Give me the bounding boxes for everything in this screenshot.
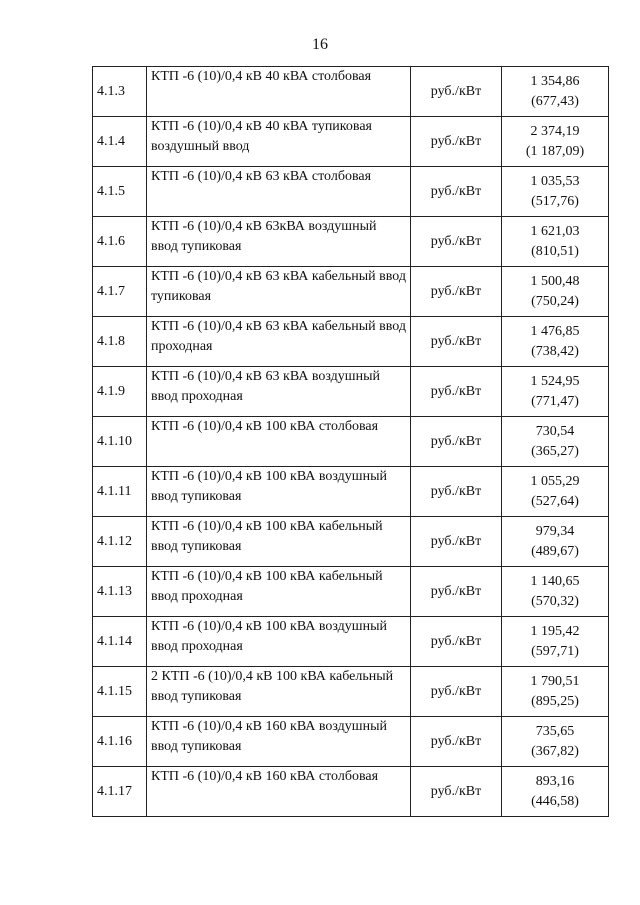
tariff-table — [92, 66, 609, 817]
item-name: КТП -6 (10)/0,4 кВ 40 кВА столбовая — [147, 67, 411, 117]
price-value-alt: (750,24) — [531, 293, 579, 309]
price-value-alt: (1 187,09) — [525, 143, 585, 159]
item-price — [502, 67, 609, 117]
item-price — [502, 417, 609, 467]
item-number: 4.1.14 — [93, 617, 147, 667]
price-value: 1 035,53 — [530, 173, 580, 189]
price-value: 1 140,65 — [530, 573, 580, 589]
item-price — [502, 517, 609, 567]
item-number: 4.1.12 — [93, 517, 147, 567]
item-price — [502, 667, 609, 717]
table-row — [93, 667, 609, 717]
item-number: 4.1.13 — [93, 567, 147, 617]
price-value: 735,65 — [535, 723, 575, 739]
table-row — [93, 617, 609, 667]
table-row — [93, 67, 609, 117]
table-row — [93, 217, 609, 267]
price-value-alt: (367,82) — [531, 743, 579, 759]
item-name: КТП -6 (10)/0,4 кВ 160 кВА столбовая — [147, 767, 411, 817]
table-row — [93, 567, 609, 617]
price-value-alt: (895,25) — [531, 693, 579, 709]
price-value: 1 621,03 — [530, 223, 580, 239]
item-unit: руб./кВт — [411, 617, 502, 667]
item-number: 4.1.9 — [93, 367, 147, 417]
table-row — [93, 417, 609, 467]
item-unit: руб./кВт — [411, 167, 502, 217]
price-value-alt: (517,76) — [531, 193, 579, 209]
table-row — [93, 767, 609, 817]
item-unit: руб./кВт — [411, 717, 502, 767]
price-value-alt: (771,47) — [531, 393, 579, 409]
item-name: КТП -6 (10)/0,4 кВ 63 кВА кабельный ввод тупиковая — [147, 267, 411, 317]
item-name: КТП -6 (10)/0,4 кВ 100 кВА кабельный ввод тупиковая — [147, 517, 411, 567]
price-value-alt: (810,51) — [531, 243, 579, 259]
item-name: 2 КТП -6 (10)/0,4 кВ 100 кВА кабельный ввод тупиковая — [147, 667, 411, 717]
item-name: КТП -6 (10)/0,4 кВ 63кВА воздушный ввод тупиковая — [147, 217, 411, 267]
item-unit: руб./кВт — [411, 417, 502, 467]
price-value-alt: (677,43) — [531, 93, 579, 109]
item-number: 4.1.7 — [93, 267, 147, 317]
price-value-alt: (489,67) — [531, 543, 579, 559]
price-value-alt: (597,71) — [531, 643, 579, 659]
price-value: 1 195,42 — [530, 623, 580, 639]
price-value-alt: (738,42) — [531, 343, 579, 359]
item-unit: руб./кВт — [411, 517, 502, 567]
table-row — [93, 317, 609, 367]
item-price — [502, 617, 609, 667]
table-row — [93, 517, 609, 567]
item-unit: руб./кВт — [411, 217, 502, 267]
item-number: 4.1.15 — [93, 667, 147, 717]
item-name: КТП -6 (10)/0,4 кВ 63 кВА воздушный ввод проходная — [147, 367, 411, 417]
item-unit: руб./кВт — [411, 367, 502, 417]
item-number: 4.1.6 — [93, 217, 147, 267]
item-unit: руб./кВт — [411, 67, 502, 117]
price-value-alt: (446,58) — [531, 793, 579, 809]
item-number: 4.1.5 — [93, 167, 147, 217]
item-price — [502, 567, 609, 617]
item-unit: руб./кВт — [411, 767, 502, 817]
table-row — [93, 467, 609, 517]
item-price — [502, 767, 609, 817]
table-row — [93, 267, 609, 317]
item-name: КТП -6 (10)/0,4 кВ 63 кВА кабельный ввод проходная — [147, 317, 411, 367]
price-value: 1 524,95 — [530, 373, 580, 389]
item-name: КТП -6 (10)/0,4 кВ 100 кВА кабельный ввод проходная — [147, 567, 411, 617]
table-row — [93, 167, 609, 217]
price-value: 979,34 — [535, 523, 575, 539]
item-unit: руб./кВт — [411, 267, 502, 317]
item-name: КТП -6 (10)/0,4 кВ 100 кВА воздушный ввод проходная — [147, 617, 411, 667]
item-number: 4.1.4 — [93, 117, 147, 167]
item-number: 4.1.3 — [93, 67, 147, 117]
item-unit: руб./кВт — [411, 117, 502, 167]
item-price — [502, 317, 609, 367]
item-number: 4.1.8 — [93, 317, 147, 367]
price-value: 1 055,29 — [530, 473, 580, 489]
price-value: 730,54 — [535, 423, 575, 439]
item-number: 4.1.17 — [93, 767, 147, 817]
item-name: КТП -6 (10)/0,4 кВ 160 кВА воздушный ввод тупиковая — [147, 717, 411, 767]
item-price — [502, 367, 609, 417]
table-row — [93, 367, 609, 417]
item-price — [502, 467, 609, 517]
item-unit: руб./кВт — [411, 667, 502, 717]
item-price — [502, 717, 609, 767]
item-unit: руб./кВт — [411, 467, 502, 517]
price-value-alt: (527,64) — [531, 493, 579, 509]
price-value-alt: (365,27) — [531, 443, 579, 459]
item-price — [502, 217, 609, 267]
price-value: 893,16 — [535, 773, 575, 789]
item-number: 4.1.11 — [93, 467, 147, 517]
item-name: КТП -6 (10)/0,4 кВ 40 кВА тупиковая воздушный ввод — [147, 117, 411, 167]
item-name: КТП -6 (10)/0,4 кВ 100 кВА столбовая — [147, 417, 411, 467]
item-number: 4.1.16 — [93, 717, 147, 767]
item-number: 4.1.10 — [93, 417, 147, 467]
table-row — [93, 117, 609, 167]
item-name: КТП -6 (10)/0,4 кВ 63 кВА столбовая — [147, 167, 411, 217]
item-unit: руб./кВт — [411, 317, 502, 367]
price-value: 2 374,19 — [530, 123, 580, 139]
item-name: КТП -6 (10)/0,4 кВ 100 кВА воздушный ввод тупиковая — [147, 467, 411, 517]
price-value: 1 500,48 — [530, 273, 580, 289]
page-number: 16 — [312, 36, 328, 53]
tariff-table-body — [93, 67, 609, 817]
price-value-alt: (570,32) — [531, 593, 579, 609]
item-price — [502, 167, 609, 217]
price-value: 1 476,85 — [530, 323, 580, 339]
item-price — [502, 267, 609, 317]
price-value: 1 354,86 — [530, 73, 580, 89]
item-price — [502, 117, 609, 167]
item-unit: руб./кВт — [411, 567, 502, 617]
table-row — [93, 717, 609, 767]
price-value: 1 790,51 — [530, 673, 580, 689]
